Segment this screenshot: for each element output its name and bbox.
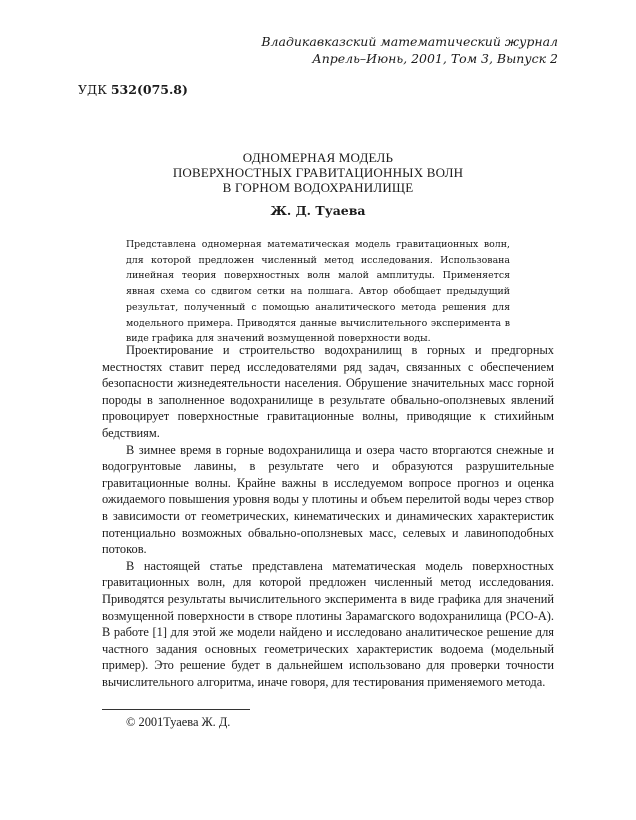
journal-issue: Апрель–Июнь, 2001, Том 3, Выпуск 2 [312, 51, 558, 66]
copyright-footnote: © 2001Туаева Ж. Д. [126, 715, 231, 729]
journal-name: Владикавказский математический журнал [261, 34, 558, 49]
udk-prefix: УДК [78, 82, 107, 97]
paragraph: В настоящей статье представлена математическая модель поверхностных гравитационных волн, для которой предложен численный метод исследования. Приводятся результаты вычислительного эксперимента в виде графика для значений возмущенной поверхности в створе плотины Зарамагского водохранилища (РСО-А). В работе [1] для этой же модели найдено и исследовано аналитическое решение для частного задания основных геометрических характеристик водоема (модельный пример). Это решение будет в дальнейшем использовано для проверки точности вычислительного алгоритма, иначе говоря, для тестирования применяемого метода. [102, 558, 554, 689]
paragraph: В зимнее время в горные водохранилища и озера часто вторгаются снежные и водогрунтовые лавины, в результате чего и образуются разрушительные гравитационные волны. Крайне важны в исследуемом вопросе прогноз и оценка ожидаемого повышения уровня воды у плотины и объем перелитой воды через створ в зависимости от геометрических, кинематических и динамических характеристик потенциально возможных обвально-оползневых масс, селевых и лавиноподобных потоков. [102, 442, 554, 557]
footnote-divider [102, 709, 250, 710]
udk-line [78, 82, 188, 97]
paper-title [78, 150, 558, 195]
title-line-2: ПОВЕРХНОСТНЫХ ГРАВИТАЦИОННЫХ ВОЛН [172, 165, 464, 180]
author-name: Ж. Д. Туаева [270, 203, 366, 218]
body-text [102, 342, 554, 690]
title-line-3: В ГОРНОМ ВОДОХРАНИЛИЩЕ [222, 180, 414, 195]
abstract: Представлена одномерная математическая модель гравитационных волн, для которой предложен численный метод исследования. Использована линейная теория поверхностных волн малой амплитуды. Применяется явная схема со сдвигом сетки на полшага. Автор обобщает предыдущий результат, полученный с помощью аналитического метода решения для модельного примера. Приводятся данные вычислительного эксперимента в виде графика для значений возмущенной поверхности воды. [126, 239, 510, 345]
paragraph: Проектирование и строительство водохранилищ в горных и предгорных местностях ставит перед исследователями ряд задач, связанных с обеспечением безопасности жизнедеятельности населения. Обрушение значительных масс горной породы в заполненное водохранилище в результате обвально-оползневых явлений провоцирует поверхностные гравитационные волны, приводящие к стихийным бедствиям. [102, 343, 554, 440]
journal-header [261, 33, 558, 67]
udk-code: 532(075.8) [110, 82, 188, 97]
title-line-1: ОДНОМЕРНАЯ МОДЕЛЬ [242, 150, 394, 165]
